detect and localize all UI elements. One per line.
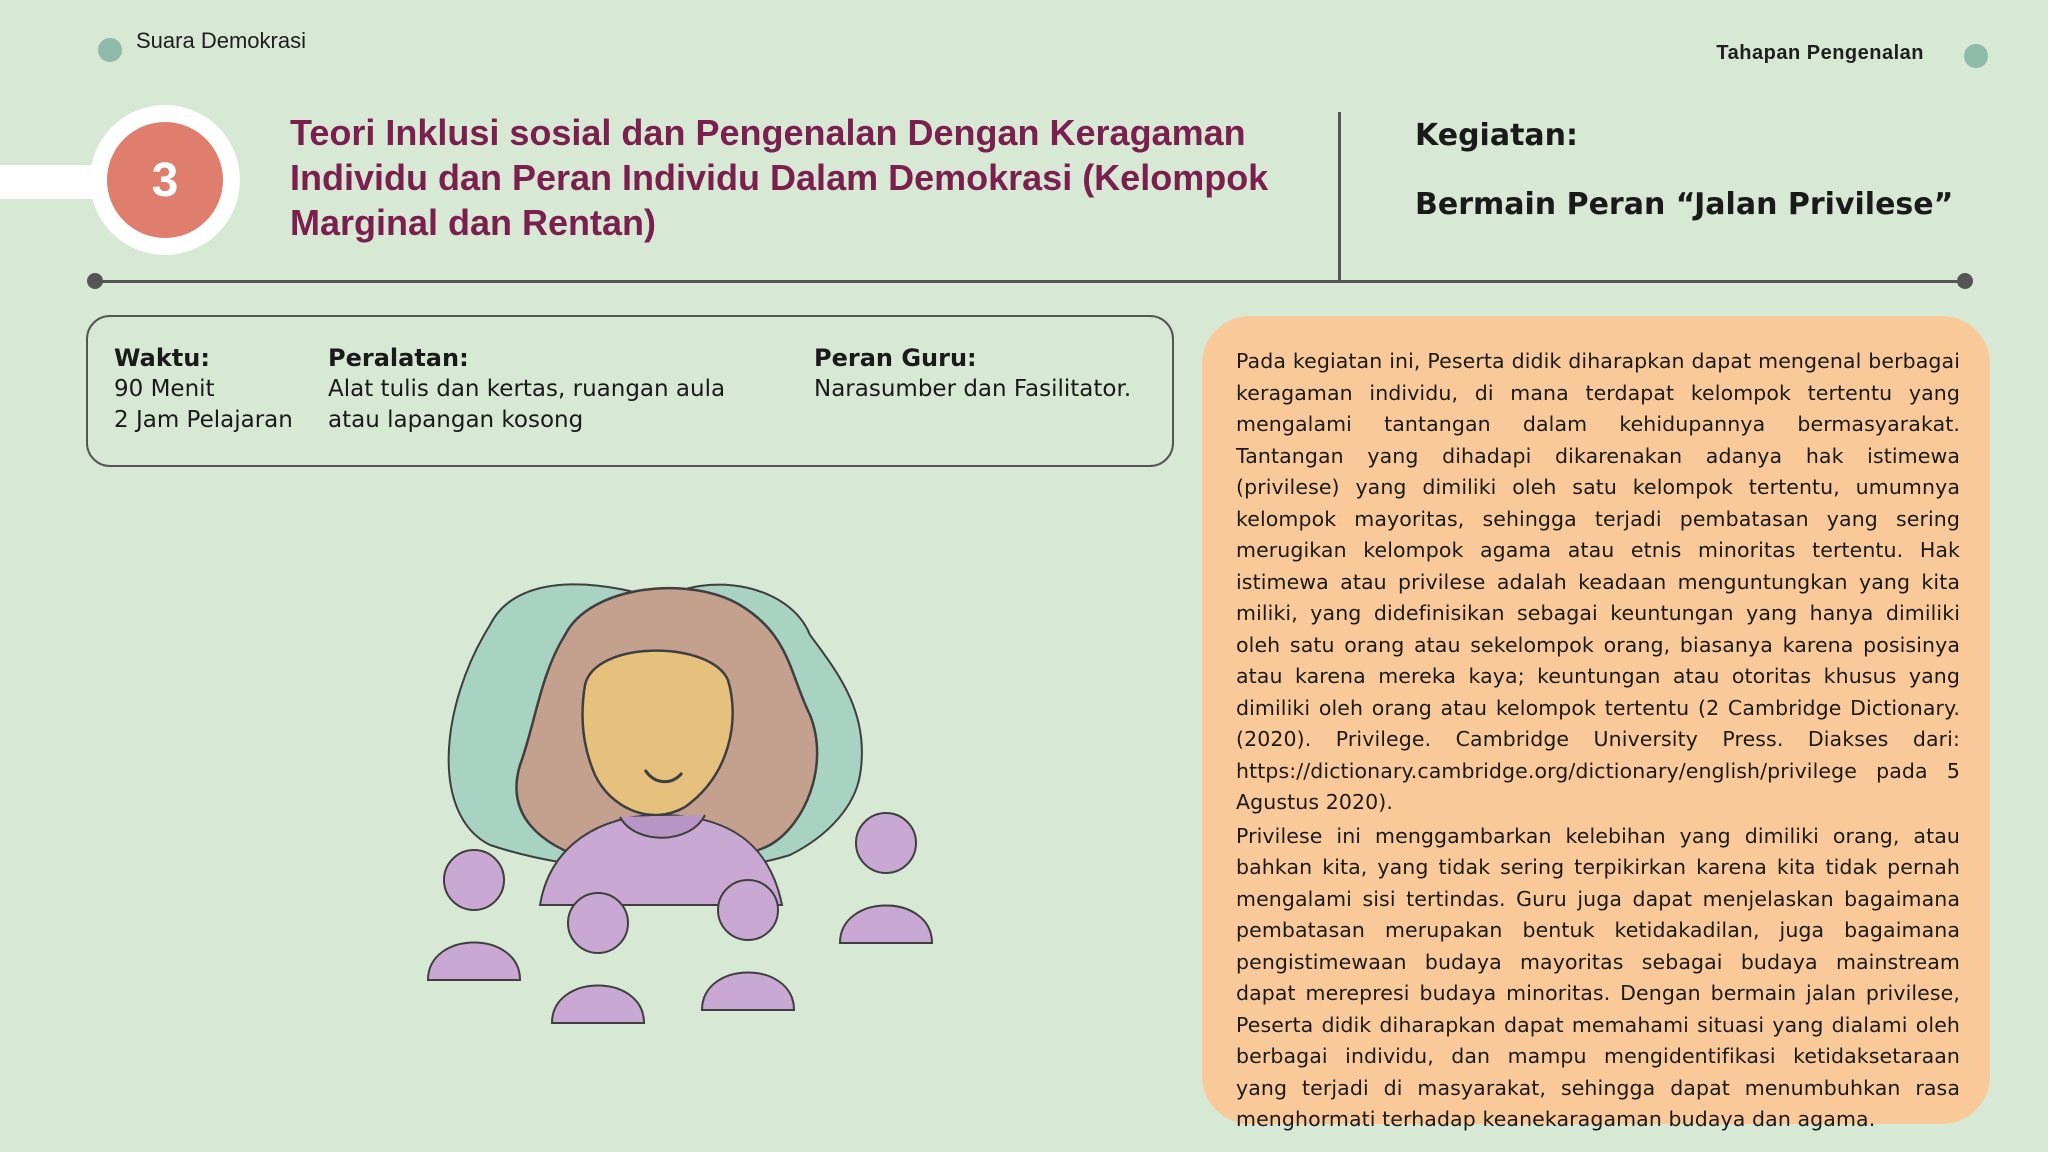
stage-label: Tahapan Pengenalan bbox=[1716, 42, 1924, 64]
tools-column bbox=[328, 343, 728, 436]
tools-value: Alat tulis dan kertas, ruangan aula atau lapangan kosong bbox=[328, 376, 726, 433]
activity-name: Bermain Peran “Jalan Privilese” bbox=[1415, 187, 1954, 222]
person-icon bbox=[840, 813, 932, 943]
person-icon bbox=[428, 850, 520, 980]
time-value-2: 2 Jam Pelajaran bbox=[114, 407, 293, 433]
divider-start-dot bbox=[87, 273, 103, 289]
illustration bbox=[410, 545, 970, 1045]
horizontal-divider bbox=[95, 280, 1965, 283]
description-paragraph-2: Privilese ini menggambarkan kelebihan yang dimiliki orang, atau bahkan kita, yang tidak sering terpikirkan karena kita tidak pernah mengalami sisi tertindas. Guru juga dapat menjelaskan bagaimana pembatasan merupakan bentuk ketidakadilan, juga bagaimana pengistimewaan budaya mayoritas sebagai budaya mainstream dapat merepresi budaya minoritas. Dengan bermain jalan privilese, Peserta didik diharapkan dapat memahami situasi yang dialami oleh berbagai individu, dan mampu mengidentifikasi ketidaksetaraan yang terjadi di masyarakat, sehingga dapat menumbuhkan rasa menghormati terhadap keanekaragaman budaya dan agama. bbox=[1236, 823, 1960, 1131]
role-column bbox=[814, 343, 1154, 405]
section-number: 3 bbox=[107, 122, 223, 238]
divider-end-dot bbox=[1957, 273, 1973, 289]
vertical-divider bbox=[1338, 112, 1341, 280]
info-box bbox=[86, 315, 1174, 467]
activity-label: Kegiatan: bbox=[1415, 118, 1579, 153]
section-title: Teori Inklusi sosial dan Pengenalan Dengan Keragaman Individu dan Peran Individu Dalam Demokrasi (Kelompok Marginal dan Rentan) bbox=[290, 112, 1269, 243]
tools-label: Peralatan: bbox=[328, 344, 469, 372]
stage-dot-icon bbox=[1964, 44, 1988, 68]
time-value-1: 90 Menit bbox=[114, 376, 215, 402]
description-paragraph-1: Pada kegiatan ini, Peserta didik diharapkan dapat mengenal berbagai keragaman individu, di mana terdapat kelompok tertentu yang mengalami tantangan dalam kehidupannya bermasyarakat. Tantangan yang dihadapi dikarenakan adanya hak istimewa (privilese) yang dimiliki oleh satu kelompok tertentu, umumnya kelompok mayoritas, sehingga terjadi pembatasan yang sering merugikan kelompok agama atau etnis minoritas tertentu. Hak istimewa atau privilese adalah keadaan menguntungkan yang kita miliki, yang didefinisikan sebagai keuntungan yang hanya dimiliki oleh satu orang atau sekelompok orang, biasanya karena posisinya atau karena mereka kaya; keuntungan atau otoritas khusus yang dimiliki oleh orang atau kelompok tertentu (2 Cambridge Dictionary. (2020). Privilege. Cambridge University Press. Diakses dari: https://dictionary.cambridge.org/dictionary/english/privilege pada 5 Agustus 2020). bbox=[1236, 349, 1960, 814]
role-value: Narasumber dan Fasilitator. bbox=[814, 376, 1132, 402]
role-label: Peran Guru: bbox=[814, 344, 977, 372]
brand-name: Suara Demokrasi bbox=[136, 28, 306, 53]
description-panel bbox=[1202, 316, 1990, 1131]
time-label: Waktu: bbox=[114, 344, 210, 372]
time-column bbox=[114, 343, 304, 436]
person-icon bbox=[552, 893, 644, 1023]
brand-dot-icon bbox=[98, 38, 122, 62]
